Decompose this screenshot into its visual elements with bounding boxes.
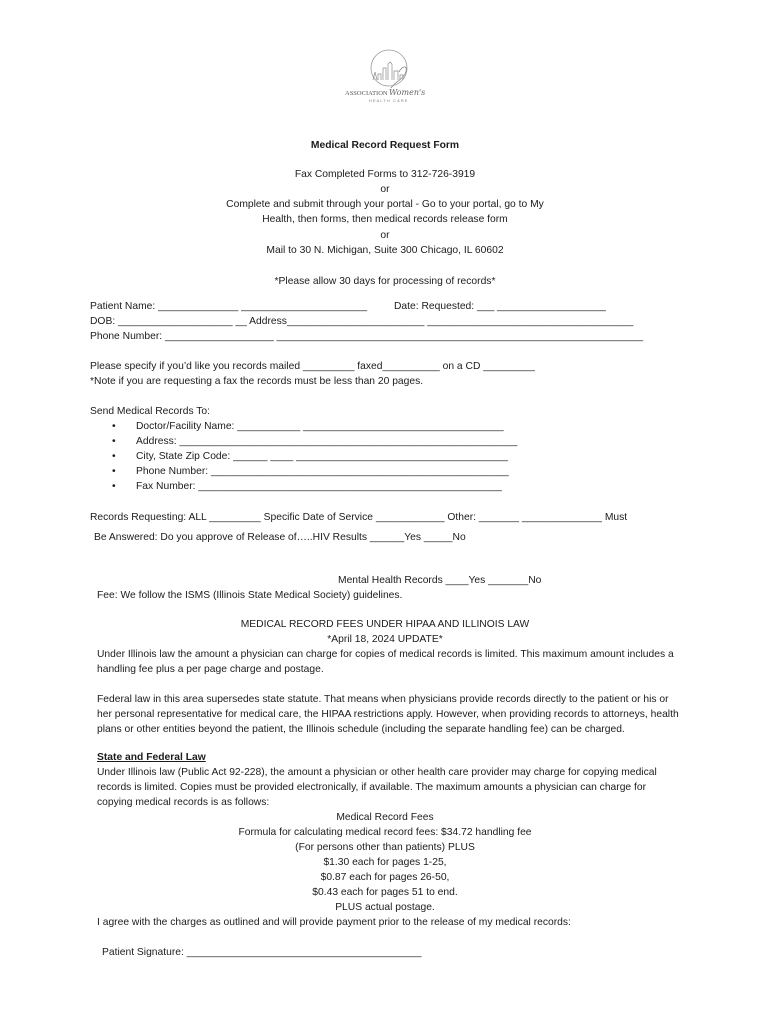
logo-text-script: Women's (389, 88, 426, 97)
logo-text-sub: HEALTH CARE (369, 99, 409, 103)
doctor-facility-field[interactable]: Doctor/Facility Name: ___________ ___________________________________ (136, 421, 504, 432)
paragraph-line: records is limited. Copies must be provided electronically, if available. The maximum amounts a physician can charge for (97, 782, 647, 793)
fees-heading: MEDICAL RECORD FEES UNDER HIPAA AND ILLINOIS LAW (240, 619, 530, 630)
city-state-zip-field[interactable]: City, State Zip Code: ______ ____ _____________________________________ (136, 451, 508, 462)
fax-page-limit-note: *Note if you are requesting a fax the records must be less than 20 pages. (90, 376, 424, 387)
paragraph-line: Under Illinois law the amount a physician can charge for copies of medical records is limited. This maximum amount includes a (97, 649, 674, 660)
form-title: Medical Record Request Form (310, 140, 460, 151)
fax-instruction: Fax Completed Forms to 312-726-3919 (294, 169, 476, 180)
paragraph-line: Under Illinois law (Public Act 92-228), the amount a physician or other health care provider may charge for copying medical (97, 767, 657, 778)
address-field[interactable]: Address: ___________________________________________________________ (136, 436, 518, 447)
fee-schedule-line: $0.43 each for pages 51 to end. (312, 887, 458, 898)
fee-schedule-line: Formula for calculating medical record fees: $34.72 handling fee (238, 827, 532, 838)
date-requested-field[interactable]: Date: Requested: ___ ___________________ (394, 301, 606, 312)
send-records-heading: Send Medical Records To: (90, 406, 211, 417)
delivery-method-field[interactable]: Please specify if you’d like you records mailed _________ faxed__________ on a CD _________ (90, 361, 535, 372)
logo-text-main: ASSOCIATION (345, 90, 388, 97)
send-phone-field[interactable]: Phone Number: ____________________________________________________ (136, 466, 509, 477)
fee-schedule-line: (For persons other than patients) PLUS (295, 842, 475, 853)
fee-schedule-line: PLUS actual postage. (335, 902, 435, 913)
or-separator: or (380, 230, 390, 241)
paragraph-line: handling fee plus a per page charge and postage. (97, 664, 324, 675)
hiv-release-field[interactable]: Be Answered: Do you approve of Release of…..HIV Results ______Yes _____No (94, 532, 466, 543)
send-fax-field[interactable]: Fax Number: _____________________________________________________ (136, 481, 502, 492)
fee-schedule-line: Medical Record Fees (336, 812, 434, 823)
patient-name-field[interactable]: Patient Name: ______________ ______________________ (90, 301, 368, 312)
records-requesting-field[interactable]: Records Requesting: ALL _________ Specific Date of Service ____________ Other: _______ ______________ Must (90, 512, 628, 523)
phone-number-field[interactable]: Phone Number: ___________________ ________________________________________________________________ (90, 331, 644, 342)
fee-schedule-line: $1.30 each for pages 1-25, (323, 857, 447, 868)
or-separator: or (380, 184, 390, 195)
fee-guidelines-note: Fee: We follow the ISMS (Illinois State Medical Society) guidelines. (97, 590, 403, 601)
portal-instruction-line1: Complete and submit through your portal - Go to your portal, go to My (226, 199, 544, 210)
mail-instruction: Mail to 30 N. Michigan, Suite 300 Chicago, IL 60602 (266, 245, 504, 256)
update-date: *April 18, 2024 UPDATE* (327, 634, 443, 645)
agreement-statement: I agree with the charges as outlined and will provide payment prior to the release of my medical records: (97, 917, 571, 928)
processing-note: *Please allow 30 days for processing of records* (274, 276, 496, 287)
portal-instruction-line2: Health, then forms, then medical records release form (262, 214, 508, 225)
paragraph-line: plans or other entities beyond the patient, the Illinois schedule (including the separate handling fee) can be charged. (97, 724, 625, 735)
logo-emblem-icon (343, 44, 435, 106)
dob-address-field[interactable]: DOB: ____________________ __ Address________________________ ____________________________________ (90, 316, 634, 327)
mental-health-field[interactable]: Mental Health Records ____Yes _______No (338, 575, 542, 586)
association-logo (343, 44, 435, 106)
patient-signature-field[interactable]: Patient Signature: _________________________________________ (102, 947, 422, 958)
state-federal-heading: State and Federal Law (97, 752, 206, 763)
paragraph-line: her personal representative for medical care, the HIPAA restrictions apply. However, when providing records to attorneys, health (97, 709, 679, 720)
paragraph-line: copying medical records is as follows: (97, 797, 270, 808)
fee-schedule-line: $0.87 each for pages 26-50, (320, 872, 450, 883)
paragraph-line: Federal law in this area supersedes state statute. That means when physicians provide records directly to the patient or his or (97, 694, 669, 705)
